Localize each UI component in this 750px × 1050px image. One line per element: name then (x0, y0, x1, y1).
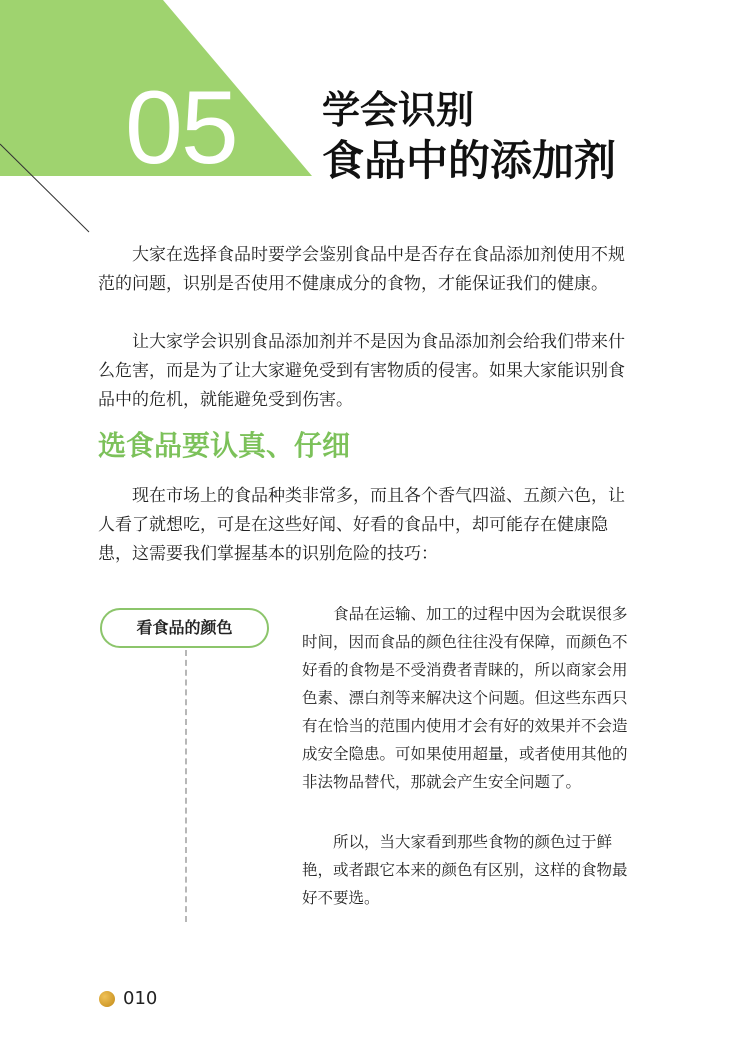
tip-label-badge: 看食品的颜色 (100, 608, 269, 648)
intro-paragraph-2: 让大家学会识别食品添加剂并不是因为食品添加剂会给我们带来什么危害，而是为了让大家避免受到有害物质的侵害。如果大家能识别食品中的危机，就能避免受到伤害。 (98, 332, 625, 410)
page-number: 010 (123, 988, 158, 1009)
tip-dashed-connector (185, 650, 187, 922)
page-marker-dot (99, 991, 115, 1007)
intro-paragraph-1: 大家在选择食品时要学会鉴别食品中是否存在食品添加剂使用不规范的问题，识别是否使用不健康成分的食物，才能保证我们的健康。 (98, 245, 625, 294)
chapter-number: 05 (125, 70, 237, 186)
chapter-title-line-1: 学会识别 (322, 88, 475, 132)
tip-paragraph-2: 所以，当大家看到那些食物的颜色过于鲜艳，或者跟它本来的颜色有区别，这样的食物最好不要选。 (302, 833, 628, 907)
tip-paragraph-1: 食品在运输、加工的过程中因为会耽误很多时间，因而食品的颜色往往没有保障，而颜色不好看的食物是不受消费者青睐的，所以商家会用色素、漂白剂等来解决这个问题。但这些东西只有在恰当的范围内使用才会有好的效果并不会造成安全隐患。可如果使用超量，或者使用其他的非法物品替代，那就会产生安全问题了。 (302, 605, 628, 791)
section-paragraph: 现在市场上的食品种类非常多，而且各个香气四溢、五颜六色，让人看了就想吃，可是在这些好闻、好看的食品中，却可能存在健康隐患，这需要我们掌握基本的识别危险的技巧： (98, 486, 625, 564)
chapter-title-line-2: 食品中的添加剂 (322, 136, 617, 185)
section-heading: 选食品要认真、仔细 (98, 429, 351, 462)
